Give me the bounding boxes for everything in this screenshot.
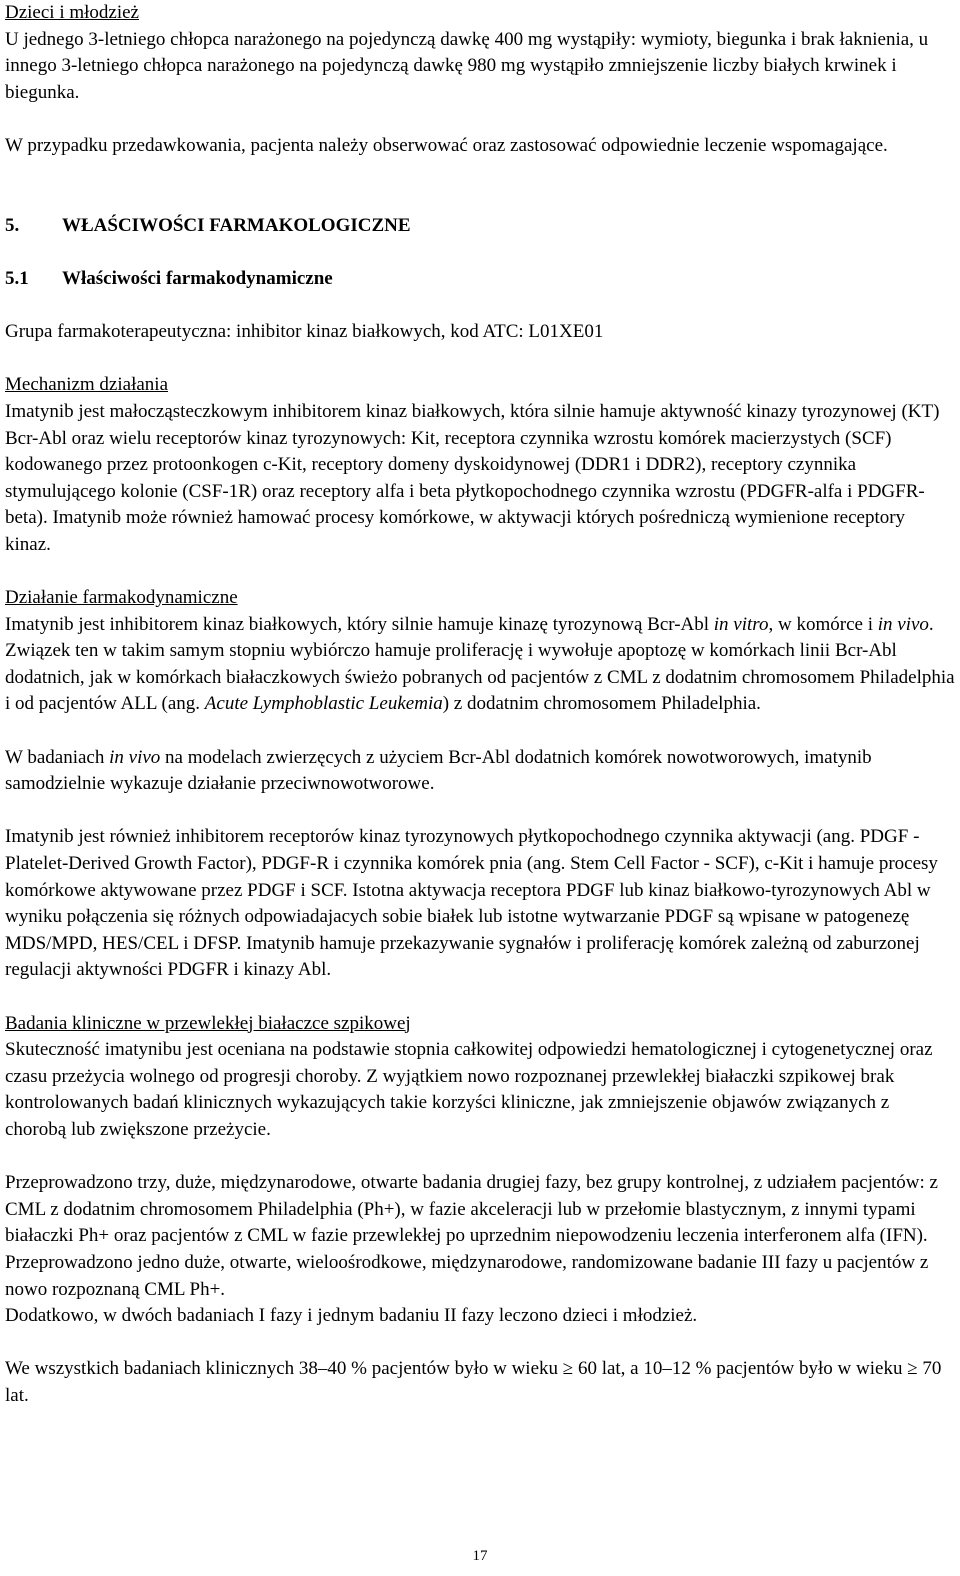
- overdose-treatment-paragraph: W przypadku przedawkowania, pacjenta należy obserwować oraz zastosować odpowiednie leczenie wspomagające.: [5, 134, 888, 156]
- spacer: [5, 798, 955, 825]
- text-run: W badaniach: [5, 746, 110, 768]
- spacer: [5, 718, 955, 745]
- spacer: [5, 558, 955, 585]
- mechanism-title: Mechanizm działania: [5, 374, 169, 396]
- section-number: 5.: [5, 214, 20, 236]
- invivo-paragraph: [5, 745, 955, 798]
- section-heading-5: [5, 213, 955, 240]
- pharmacotherapeutic-group: Grupa farmakoterapeutyczna: inhibitor kinaz białkowych, kod ATC: L01XE01: [5, 321, 604, 343]
- page-number: 17: [472, 1548, 488, 1564]
- section-number: 5.1: [5, 267, 29, 289]
- pharmacodynamic-title: Działanie farmakodynamiczne: [5, 587, 238, 609]
- pdgf-paragraph: Imatynib jest również inhibitorem receptorów kinaz tyrozynowych płytkopochodnego czynnika aktywacji (ang. PDGF - Platelet-Derived Growth Factor), PDGF-R i czynnika komórek pnia (ang. Stem Cell Factor - SCF), c-Kit i hamuje procesy komórkowe aktywowane przez PDGF i SCF. Istotna aktywacja receptora PDGF lub kinaz białkowo-tyrozynowych Abl w wyniku połączenia się różnych odpowiadajacych sobie białek lub istotne wytwarzanie PDGF są wpisane w patogenezę MDS/MPD, HES/CEL i DFSP. Imatynib hamuje przekazywanie sygnałów i proliferację komórek zależną od zaburzonej regulacji aktywności PDGFR i kinazy Abl.: [5, 826, 938, 981]
- clinical-studies-paragraph: Przeprowadzono trzy, duże, międzynarodowe, otwarte badania drugiej fazy, bez grupy kontrolnej, z udziałem pacjentów: z CML z dodatnim chromosomem Philadelphia (Ph+), w fazie akceleracji lub w przełomie blastycznym, z innymi typami białaczki Ph+ oraz pacjentów z CML w fazie przewlekłej po uprzednim niepowodzeniu leczenia interferonem alfa (IFN). Przeprowadzono jedno duże, otwarte, wieloośrodkowe, międzynarodowe, randomizowane badanie III fazy u pacjentów z nowo rozpoznaną CML Ph+.: [5, 1172, 938, 1300]
- pediatric-studies-paragraph: Dodatkowo, w dwóch badaniach I fazy i jednym badaniu II fazy leczono dzieci i młodzież.: [5, 1305, 698, 1327]
- section-heading-text: WŁAŚCIWOŚCI FARMAKOLOGICZNE: [62, 214, 411, 236]
- spacer: [5, 186, 955, 213]
- text-run: ) z dodatnim chromosomem Philadelphia.: [442, 693, 761, 715]
- clinical-trials-title: Badania kliniczne w przewlekłej białaczce szpikowej: [5, 1012, 411, 1034]
- spacer: [5, 984, 955, 1011]
- spacer: [5, 160, 955, 187]
- clinical-efficacy-paragraph: Skuteczność imatynibu jest oceniana na podstawie stopnia całkowitej odpowiedzi hematologicznej i cytogenetycznej oraz czasu przeżycia wolnego od progresji choroby. Z wyjątkiem nowo rozpoznanej przewlekłej białaczki szpikowej brak kontrolowanych badań klinicznych wykazujących takie korzyści kliniczne, jak zmniejszenie objawów związanych z chorobą lub zwiększone przeżycie.: [5, 1039, 933, 1140]
- document-page: [5, 0, 955, 1409]
- italic-run: Acute Lymphoblastic Leukemia: [204, 693, 443, 715]
- spacer: [5, 293, 955, 320]
- italic-run: in vivo: [877, 613, 929, 635]
- italic-run: in vivo: [109, 746, 161, 768]
- mechanism-paragraph: Imatynib jest małocząsteczkowym inhibitorem kinaz białkowych, która silnie hamuje aktywność kinazy tyrozynowej (KT) Bcr-Abl oraz wielu receptorów kinaz tyrozynowych: Kit, receptora czynnika wzrostu komórek macierzystych (SCF) kodowanego przez protoonkogen c-Kit, receptory domeny dyskoidynowej (DDR1 i DDR2), receptory czynnika stymulującego kolonie (CSF-1R) oraz receptory alfa i beta płytkopochodnego czynnika wzrostu (PDGFR-alfa i PDGFR-beta). Imatynib może również hamować procesy komórkowe, w aktywacji których pośredniczą wymienione receptory kinaz.: [5, 400, 940, 555]
- text-run: . Związek ten w takim samym stopniu wybiórczo hamuje proliferację i wywołuje apoptozę w komórkach linii Bcr-Abl dodatnich, jak w komórkach białaczkowych świeżo pobranych od pacjentów z CML z dodatnim chromosomem Philadelphia i od pacjentów ALL (ang.: [5, 613, 955, 715]
- overdose-children-paragraph: U jednego 3-letniego chłopca narażonego na pojedynczą dawkę 400 mg wystąpiły: wymioty, biegunka i brak łaknienia, u innego 3-letniego chłopca narażonego na pojedynczą dawkę 980 mg wystąpiło zmniejszenie liczby białych krwinek i biegunka.: [5, 28, 929, 103]
- age-distribution-paragraph: We wszystkich badaniach klinicznych 38–40 % pacjentów było w wieku ≥ 60 lat, a 10–12 % pacjentów było w wieku ≥ 70 lat.: [5, 1358, 942, 1406]
- spacer: [5, 1330, 955, 1357]
- section-heading-text: Właściwości farmakodynamiczne: [62, 267, 333, 289]
- text-run: na modelach zwierzęcych z użyciem Bcr-Abl dodatnich komórek nowotworowych, imatynib samodzielnie wykazuje działanie przeciwnowotworowe.: [5, 746, 872, 795]
- section-title-children: Dzieci i młodzież: [5, 2, 139, 23]
- italic-run: in vitro: [713, 613, 769, 635]
- spacer: [5, 346, 955, 373]
- spacer: [5, 106, 955, 133]
- section-heading-5-1: [5, 266, 955, 293]
- spacer: [5, 239, 955, 266]
- pharmacodynamic-paragraph: [5, 612, 955, 718]
- text-run: , w komórce i: [768, 613, 878, 635]
- spacer: [5, 1144, 955, 1171]
- text-run: Imatynib jest inhibitorem kinaz białkowych, który silnie hamuje kinazę tyrozynową Bcr-Abl: [5, 613, 714, 635]
